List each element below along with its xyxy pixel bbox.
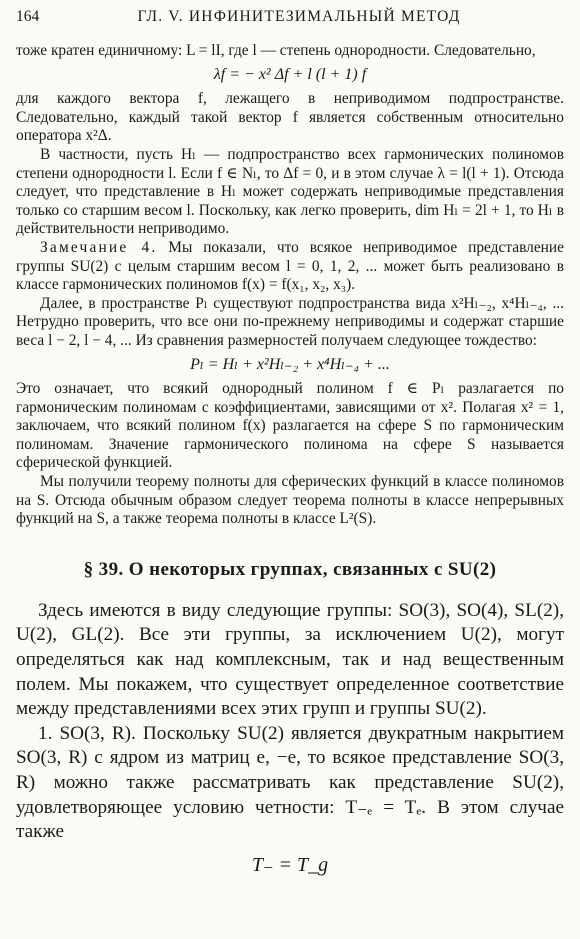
paragraph: тоже кратен единичному: L = lI, где l — степень однородности. Следовательно, <box>16 42 536 59</box>
paragraph: Далее, в пространстве Pₗ существуют подпространства вида x²Hₗ₋₂, x⁴Hₗ₋₄, ... Нетрудно проверить, что все они по-прежнему неприводимы и содержат старшие веса l − 2, l − 4, ... Из сравнения размерностей получаем следующее тождество: <box>16 294 564 349</box>
running-title: ГЛ. V. ИНФИНИТЕЗИМАЛЬНЫЙ МЕТОД <box>137 8 461 25</box>
formula: T₋ = T_g <box>251 853 329 876</box>
paragraph: для каждого вектора f, лежащего в неприводимом подпространстве. Следовательно, каждый такой вектор f является собственным относительно оператора x²Δ. <box>16 90 564 145</box>
running-header <box>16 8 564 34</box>
formula: Pₗ = Hₗ + x²Hₗ₋₂ + x⁴Hₗ₋₄ + ... <box>190 355 390 373</box>
paragraph: Мы получили теорему полноты для сферических функций в классе полиномов на S. Отсюда обычным образом следует теорема полноты в классе непрерывных функций на S, а также теорема полноты в классе L²(S). <box>16 473 564 528</box>
page-number: 164 <box>16 8 40 25</box>
body-text-small <box>16 42 564 529</box>
section-heading: § 39. О некоторых группах, связанных с SU(2) <box>83 558 497 580</box>
remark-label: Замечание 4. <box>40 238 158 256</box>
paragraph: 1. SO(3, R). Поскольку SU(2) является двукратным накрытием SO(3, R) с ядром из матриц e, −e, то всякое представление SO(3, R) можно также рассматривать как представление SU(2), удовлетворяющее условию четности: T₋ₑ = Tₑ. В этом случае также <box>16 722 564 843</box>
paragraph: В частности, пусть Hₗ — подпространство всех гармонических полиномов степени однородности l. Если f ∈ Nₗ, то Δf = 0, и в этом случае λ = l(l + 1). Отсюда следует, что представление в Hₗ может содержать неприводимые представления только со старшим весом l. Поскольку, как легко проверить, dim Hₗ = 2l + 1, то Hₗ в действительности неприводимо. <box>16 145 564 238</box>
paragraph: Здесь имеются в виду следующие группы: SO(3), SO(4), SL(2), U(2), GL(2). Все эти группы, за исключением U(2), могут определяться как над комплексным, так и над вещественным полем. Мы покажем, что существует определенное соответствие между представлениями всех этих групп и группы SU(2). <box>16 599 564 720</box>
remark-paragraph <box>16 239 564 295</box>
body-text-large <box>16 599 564 878</box>
formula: λf = − x² Δf + l (l + 1) f <box>213 65 367 83</box>
paragraph: Это означает, что всякий однородный полином f ∈ Pₗ разлагается по гармоническим полиномам с коэффициентами, зависящими от x². Полагая x² = 1, заключаем, что всякий полином f(x) разлагается на сфере S по гармоническим полиномам. Значение гармонического полинома на сфере S называется сферической функцией. <box>16 380 564 472</box>
remark-text: Мы показали, что всякое неприводимое представление группы SU(2) с целым старшим весом l = 0, 1, 2, ... может быть реализовано в классе гармонических полиномов f(x) = f(x₁, x₂, x₃). <box>16 238 564 294</box>
